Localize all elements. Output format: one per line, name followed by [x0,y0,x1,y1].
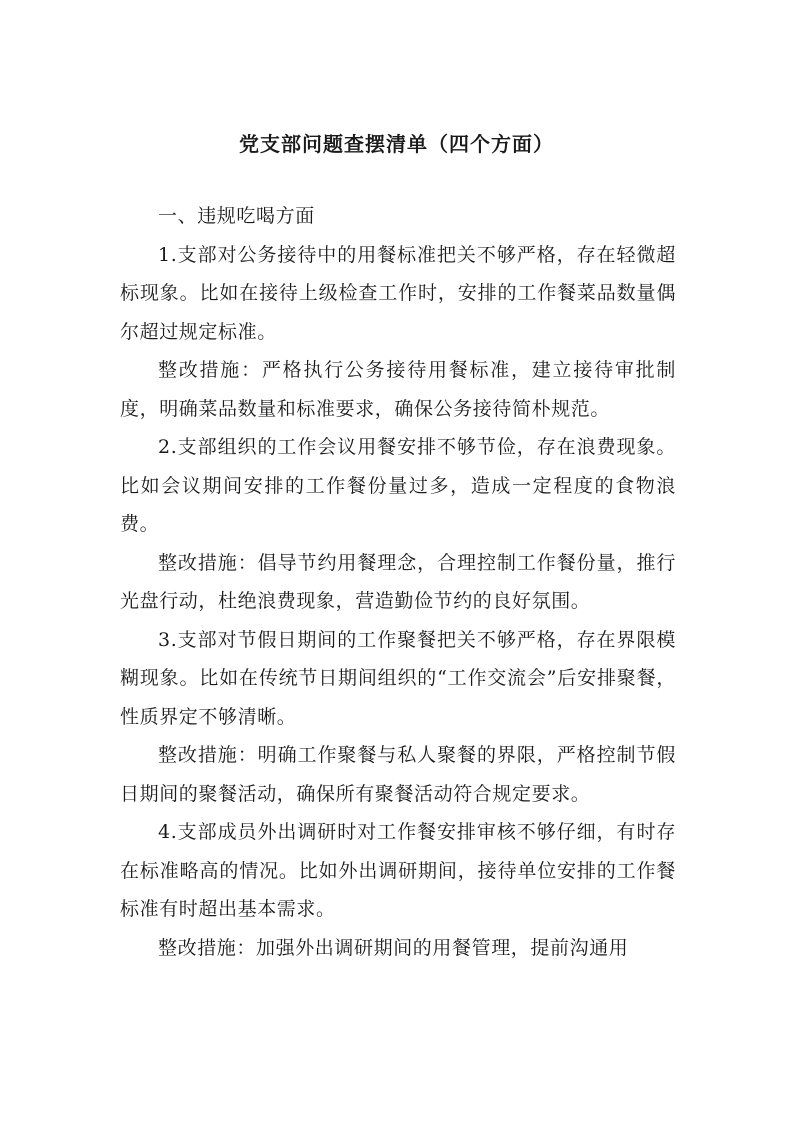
measure-paragraph-1: 整改措施：严格执行公务接待用餐标准，建立接待审批制度，明确菜品数量和标准要求，确保公务接待简朴规范。 [120,359,676,420]
measure-paragraph-3: 整改措施：明确工作聚餐与私人聚餐的界限，严格控制节假日期间的聚餐活动，确保所有聚餐活动符合规定要求。 [120,744,676,805]
issue-paragraph-4: 4.支部成员外出调研时对工作餐安排审核不够仔细，有时存在标准略高的情况。比如外出调研期间，接待单位安排的工作餐标准有时超出基本需求。 [120,821,676,920]
document-body [120,197,676,967]
issue-paragraph-1: 1.支部对公务接待中的用餐标准把关不够严格，存在轻微超标现象。比如在接待上级检查工作时，安排的工作餐菜品数量偶尔超过规定标准。 [120,243,676,343]
issue-paragraph-2: 2.支部组织的工作会议用餐安排不够节俭，存在浪费现象。比如会议期间安排的工作餐份量过多，造成一定程度的食物浪费。 [120,436,676,535]
issue-paragraph-3: 3.支部对节假日期间的工作聚餐把关不够严格，存在界限模糊现象。比如在传统节日期间组织的“工作交流会”后安排聚餐，性质界定不够清晰。 [120,628,676,728]
page-title: 党支部问题查摆清单（四个方面） [239,132,554,156]
measure-paragraph-2: 整改措施：倡导节约用餐理念，合理控制工作餐份量，推行光盘行动，杜绝浪费现象，营造勤俭节约的良好氛围。 [120,551,676,612]
section-heading: 一、违规吃喝方面 [158,205,315,227]
measure-paragraph-4: 整改措施：加强外出调研期间的用餐管理，提前沟通用 [158,936,629,959]
